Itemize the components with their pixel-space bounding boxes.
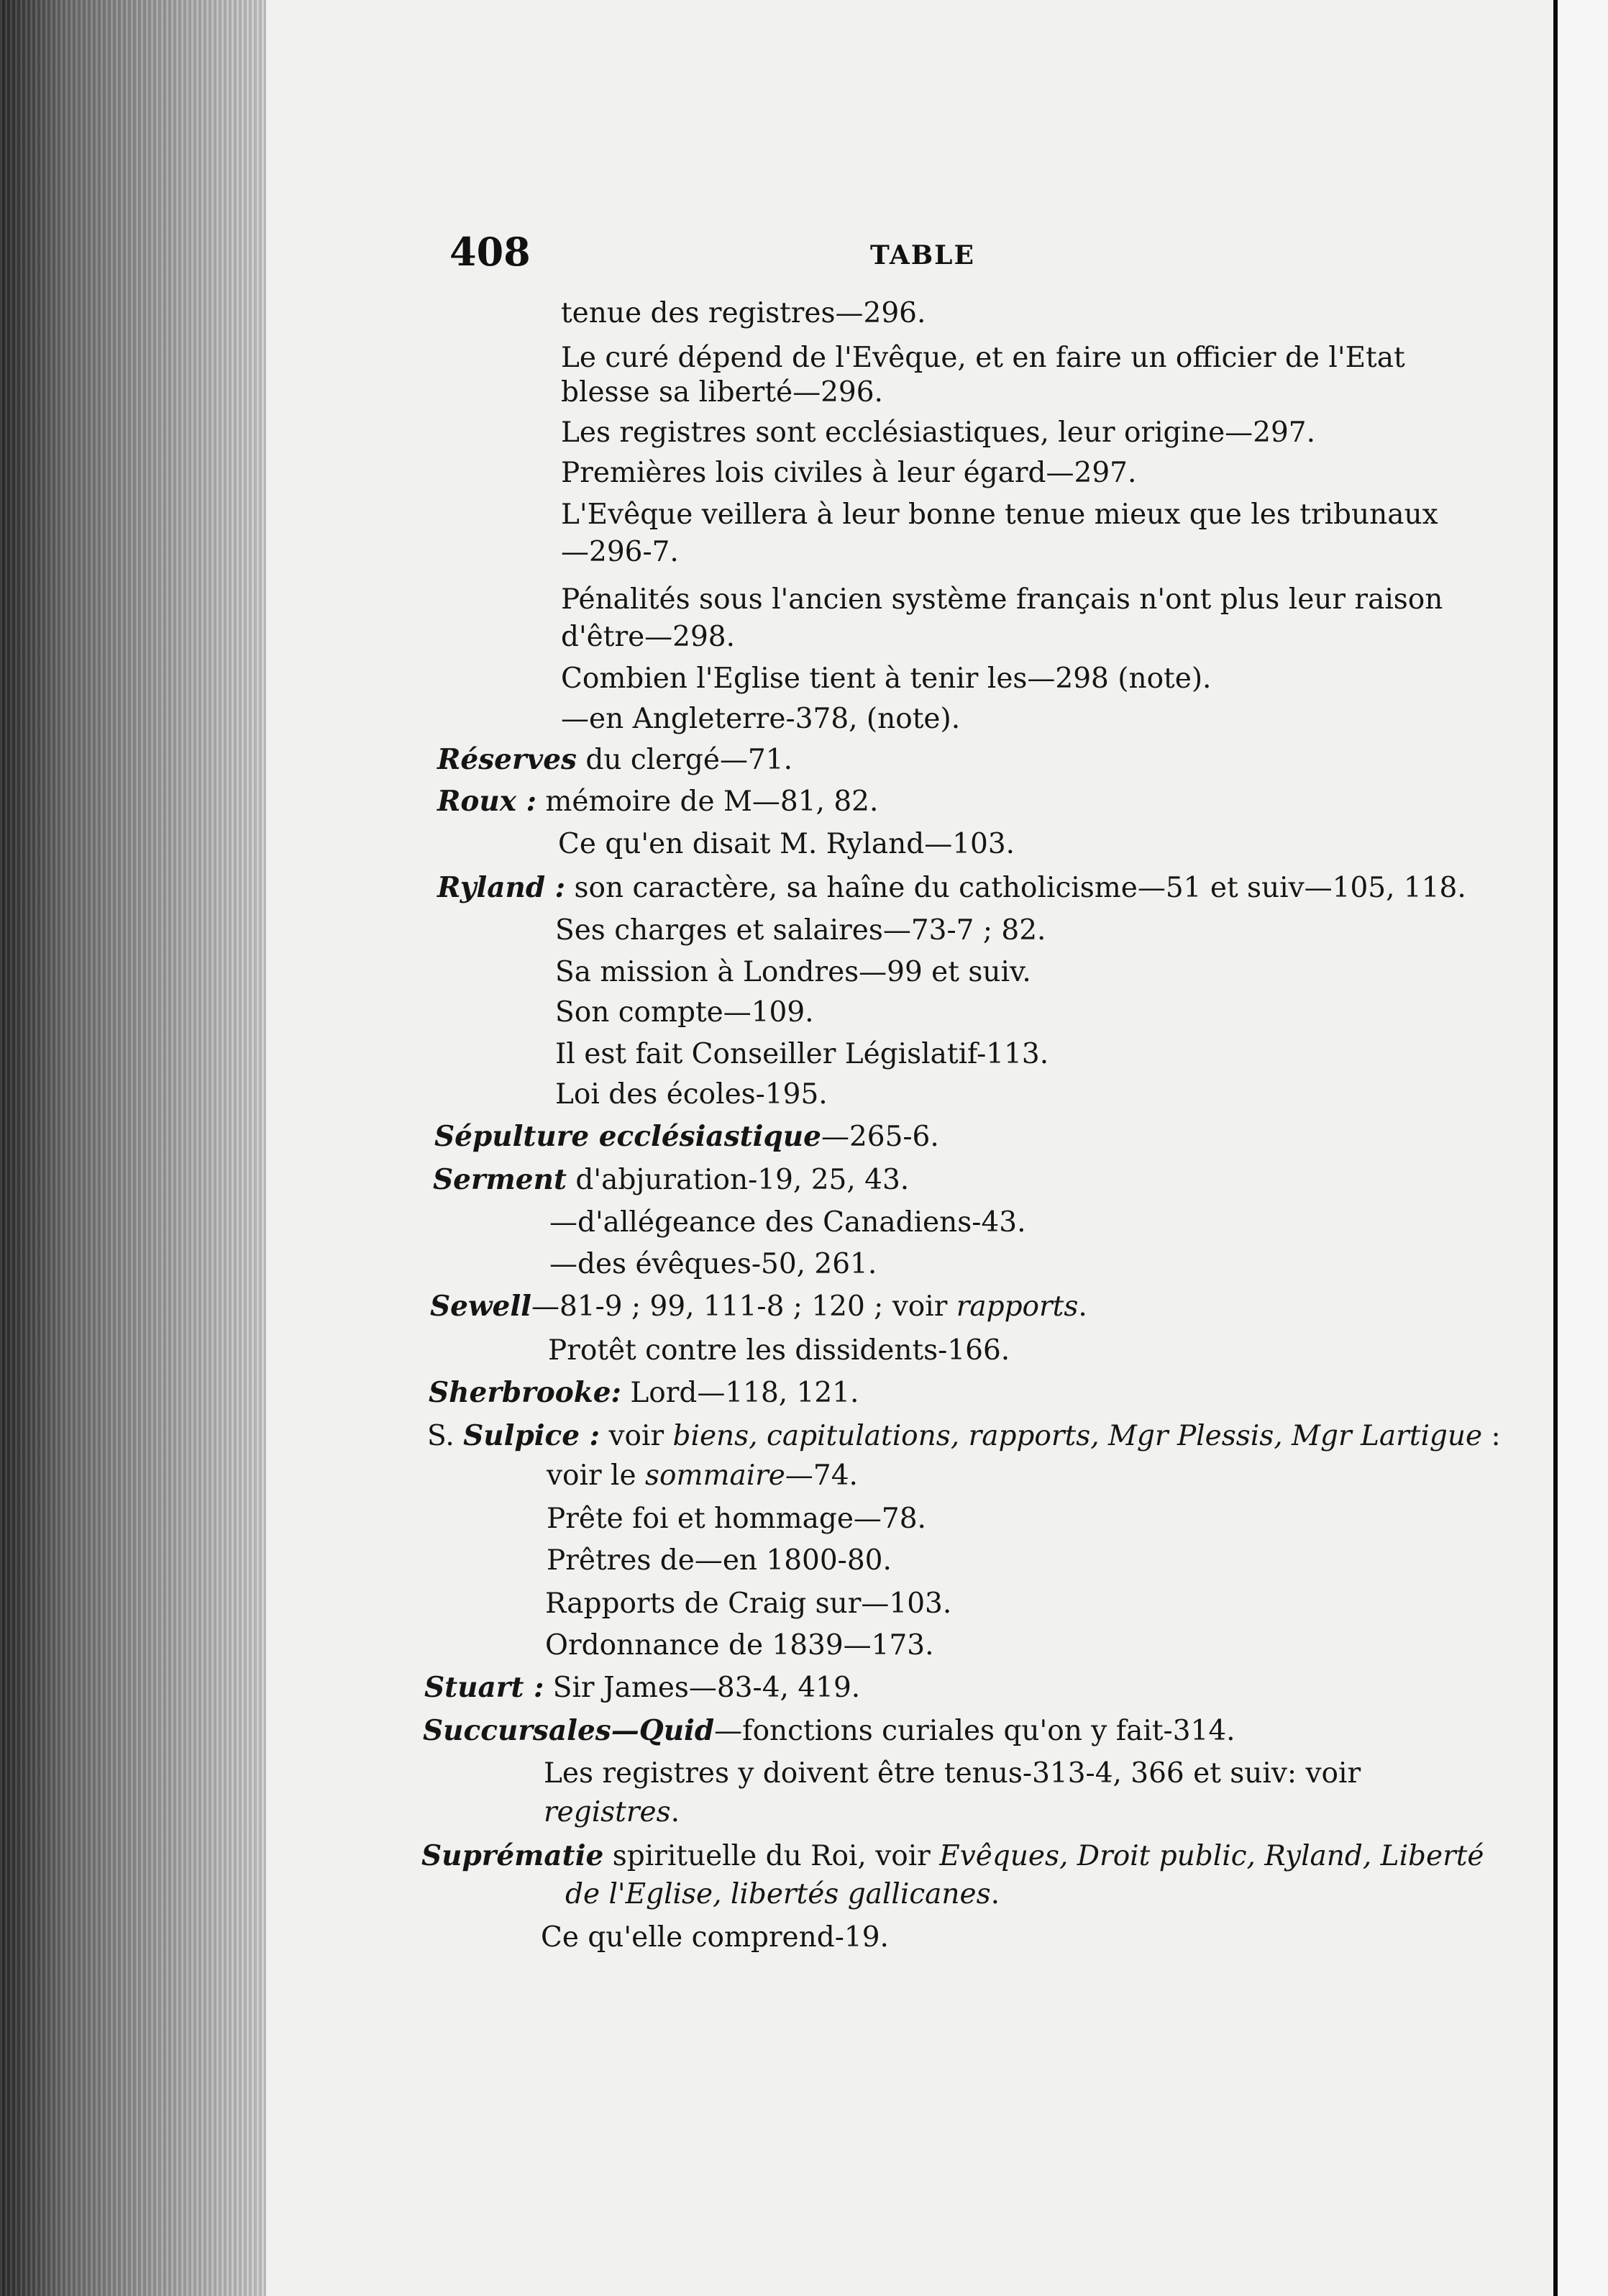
index-line [558, 826, 1015, 863]
entry-text: —81-9 ; 99, 111-8 ; 120 ; voir [531, 1290, 956, 1323]
index-heading: Roux : [437, 785, 537, 818]
book-page-stack [0, 0, 266, 2296]
running-title: TABLE [870, 240, 975, 270]
entry-text: Sa mission à Londres—99 et suiv. [555, 956, 1031, 988]
entry-text: blesse sa liberté—296. [561, 376, 883, 409]
entry-text: . [990, 1878, 1000, 1910]
cross-reference: Evêques, Droit public, Ryland, Liberté [939, 1840, 1484, 1872]
index-line [549, 1246, 877, 1283]
cross-reference: rapports [956, 1290, 1079, 1323]
index-line [429, 1374, 859, 1412]
index-line [561, 619, 735, 656]
cross-reference: sommaire [644, 1459, 785, 1492]
index-line [555, 912, 1046, 949]
entry-text: —d'allégeance des Canadiens-43. [549, 1206, 1026, 1239]
entry-text: Les registres sont ecclésiastiques, leur origine—297. [561, 416, 1316, 449]
index-line [549, 1204, 1025, 1242]
index-heading: Réserves [437, 743, 577, 776]
index-line [437, 783, 878, 821]
index-line [555, 1036, 1049, 1073]
cross-reference: registres [544, 1796, 671, 1828]
entry-text: d'abjuration-19, 25, 43. [566, 1164, 910, 1196]
entry-text: —265-6. [821, 1121, 939, 1153]
facing-page-edge [1558, 0, 1608, 2296]
index-heading: Sherbrooke: [429, 1376, 621, 1409]
index-line [544, 1794, 680, 1831]
index-line [565, 1876, 1000, 1913]
index-line [421, 1837, 1484, 1875]
index-line [437, 741, 792, 779]
page-number: 408 [449, 229, 531, 275]
entry-text: Prêtres de—en 1800-80. [547, 1544, 892, 1577]
index-line [541, 1919, 889, 1956]
entry-text: Sir James—83-4, 419. [544, 1672, 861, 1704]
entry-text: Premières lois civiles à leur égard—297. [561, 457, 1137, 489]
index-heading: Stuart : [424, 1671, 544, 1704]
entry-text: voir le [547, 1459, 645, 1492]
index-line [544, 1755, 1361, 1792]
index-heading: Sulpice : [463, 1419, 600, 1452]
cross-reference: de l'Eglise, libertés gallicanes [565, 1878, 991, 1910]
entry-text: . [1078, 1290, 1087, 1323]
entry-text: —en Angleterre-378, (note). [561, 703, 961, 735]
index-line [545, 1585, 951, 1623]
entry-text: —fonctions curiales qu'on y fait-314. [714, 1715, 1235, 1747]
entry-text: —des évêques-50, 261. [549, 1248, 877, 1280]
index-heading: Sépulture ecclésiastique [434, 1120, 821, 1153]
index-line [547, 1457, 858, 1495]
cross-reference: biens, capitulations, rapports, Mgr Plessis, Mgr Lartigue [672, 1420, 1483, 1452]
index-line [433, 1161, 909, 1199]
index-line [561, 581, 1443, 619]
entry-text: Son compte—109. [555, 996, 814, 1029]
entry-text: —74. [785, 1459, 858, 1492]
entry-text: Il est fait Conseiller Législatif-113. [555, 1038, 1049, 1070]
index-line [427, 1417, 1501, 1455]
index-line [545, 1627, 934, 1664]
entry-text: Combien l'Eglise tient à tenir les—298 (note). [561, 662, 1212, 695]
index-line [555, 994, 814, 1031]
entry-text: voir [600, 1420, 673, 1452]
entry-text: Prête foi et hommage—78. [547, 1503, 926, 1535]
entry-text: mémoire de M—81, 82. [536, 785, 879, 818]
index-line [561, 455, 1136, 492]
entry-text: du clergé—71. [576, 744, 792, 776]
index-line [434, 1118, 939, 1156]
entry-text: L'Evêque veillera à leur bonne tenue mieux que les tribunaux [561, 498, 1438, 531]
index-heading: Suprématie [421, 1839, 604, 1872]
entry-text: S. [427, 1420, 464, 1452]
entry-text: Le curé dépend de l'Evêque, et en faire un officier de l'Etat [561, 342, 1405, 374]
index-line [561, 701, 960, 738]
index-line [437, 869, 1466, 907]
index-line [555, 1076, 828, 1113]
entry-text: Ses charges et salaires—73-7 ; 82. [555, 914, 1046, 947]
entry-text: Les registres y doivent être tenus-313-4, 366 et suiv: voir [544, 1757, 1361, 1790]
entry-text: Ce qu'en disait M. Ryland—103. [558, 828, 1015, 860]
index-line [547, 1542, 892, 1580]
entry-text: . [670, 1796, 680, 1828]
entry-text: Rapports de Craig sur—103. [545, 1587, 952, 1620]
entry-text: Lord—118, 121. [621, 1377, 859, 1409]
index-line [423, 1712, 1235, 1750]
index-line [561, 374, 883, 411]
index-line [561, 295, 926, 332]
index-heading: Serment [433, 1163, 567, 1196]
index-heading: Succursales—Quid [423, 1714, 715, 1747]
entry-text: Loi des écoles-195. [555, 1078, 828, 1111]
index-heading: Ryland : [437, 871, 566, 904]
entry-text: —296-7. [561, 536, 679, 568]
index-line [561, 496, 1438, 534]
index-line [548, 1332, 1010, 1370]
index-line [561, 660, 1211, 698]
index-line [430, 1288, 1087, 1326]
entry-text: Ordonnance de 1839—173. [545, 1629, 934, 1662]
entry-text: spirituelle du Roi, voir [603, 1840, 940, 1872]
index-line [424, 1669, 860, 1707]
entry-text: Protêt contre les dissidents-166. [548, 1334, 1010, 1367]
entry-text: Ce qu'elle comprend-19. [541, 1921, 889, 1954]
index-line [561, 534, 679, 571]
entry-text: : [1482, 1420, 1501, 1452]
index-line [561, 340, 1405, 377]
entry-text: tenue des registres—296. [561, 297, 926, 329]
index-heading: Sewell [430, 1290, 531, 1323]
index-line [561, 414, 1315, 452]
entry-text: Pénalités sous l'ancien système français n'ont plus leur raison [561, 583, 1443, 616]
entry-text: son caractère, sa haîne du catholicisme—51 et suiv—105, 118. [565, 872, 1466, 904]
index-line [547, 1500, 926, 1538]
index-line [555, 954, 1031, 991]
entry-text: d'être—298. [561, 621, 735, 653]
